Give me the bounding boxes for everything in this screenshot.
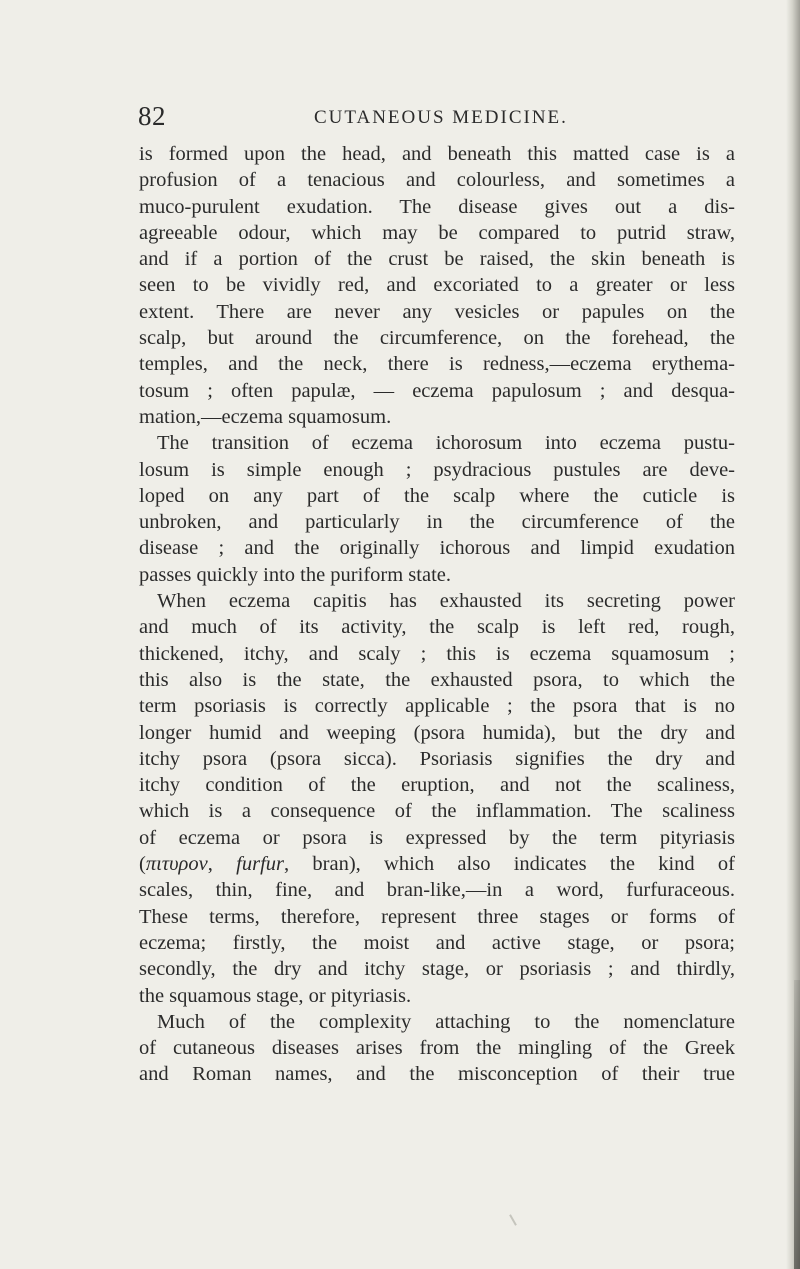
paragraph-first-line: Much of the complexity attaching to the nomenclature [157, 1010, 735, 1033]
text-line: secondly, the dry and itchy stage, or psoriasis ; and thirdly, [139, 958, 735, 981]
text-line: disease ; and the originally ichorous and limpid exudation [139, 537, 735, 560]
text-line: itchy condition of the eruption, and not the scaliness, [139, 774, 735, 797]
text-line: which is a consequence of the inflammation. The scaliness [139, 800, 735, 823]
text-line: loped on any part of the scalp where the cuticle is [139, 484, 735, 507]
text-line: thickened, itchy, and scaly ; this is eczema squamosum ; [139, 642, 735, 665]
text-line: passes quickly into the puriform state. [139, 563, 451, 586]
paragraph-first-line: The transition of eczema ichorosum into eczema pustu- [157, 432, 735, 455]
paragraph-first-line: When eczema capitis has exhausted its secreting power [157, 590, 735, 613]
text-line: is formed upon the head, and beneath this matted case is a [139, 143, 735, 165]
text-line: losum is simple enough ; psydracious pustules are deve- [139, 458, 735, 481]
text-line: seen to be vividly red, and excoriated to a greater or less [139, 274, 735, 297]
text-line: and Roman names, and the misconception of their true [139, 1063, 735, 1086]
text-line: tosum ; often papulæ, — eczema papulosum ; and desqua- [139, 379, 735, 402]
text-line: mation,—eczema squamosum. [139, 405, 392, 428]
text-line: itchy psora (psora sicca). Psoriasis signifies the dry and [139, 747, 735, 770]
text-line: muco-purulent exudation. The disease gives out a dis- [139, 195, 735, 218]
text-line: scales, thin, fine, and bran-like,—in a word, furfuraceous. [139, 879, 735, 902]
text-line: the squamous stage, or pityriasis. [139, 984, 412, 1007]
text-line-with-greek [139, 851, 735, 877]
line-remainder: , bran), which also indicates the kind of [284, 853, 735, 876]
text-line: this also is the state, the exhausted psora, to which the [139, 668, 735, 691]
greek-term: πιτυρον [145, 853, 208, 876]
paper-mark [509, 1214, 517, 1225]
text-line: agreeable odour, which may be compared to putrid straw, [139, 221, 735, 244]
page-header [138, 96, 738, 136]
text-line: scalp, but around the circumference, on the forehead, the [139, 327, 735, 350]
text-line: of eczema or psora is expressed by the term pityriasis [139, 826, 735, 849]
running-head: CUTANEOUS MEDICINE. [314, 107, 568, 128]
text-line: unbroken, and particularly in the circumference of the [139, 511, 735, 534]
comma: , [207, 853, 237, 876]
text-line: temples, and the neck, there is redness,—eczema erythema- [139, 353, 735, 376]
text-line: term psoriasis is correctly applicable ; the psora that is no [139, 695, 735, 718]
text-line: longer humid and weeping (psora humida), but the dry and [139, 721, 735, 744]
text-line: profusion of a tenacious and colourless, and sometimes a [139, 169, 735, 192]
page-number: 82 [138, 101, 166, 131]
latin-term: furfur [236, 853, 284, 876]
page-edge-dark-shadow [794, 980, 800, 1269]
text-line: eczema; firstly, the moist and active stage, or psora; [139, 931, 735, 954]
open-paren: ( [139, 853, 146, 876]
text-line: extent. There are never any vesicles or papules on the [139, 300, 735, 323]
body-text [139, 141, 735, 1088]
text-line: of cutaneous diseases arises from the mingling of the Greek [139, 1037, 735, 1060]
text-line: These terms, therefore, represent three stages or forms of [139, 905, 735, 928]
text-line: and if a portion of the crust be raised, the skin beneath is [139, 248, 735, 271]
text-line: and much of its activity, the scalp is left red, rough, [139, 616, 735, 639]
